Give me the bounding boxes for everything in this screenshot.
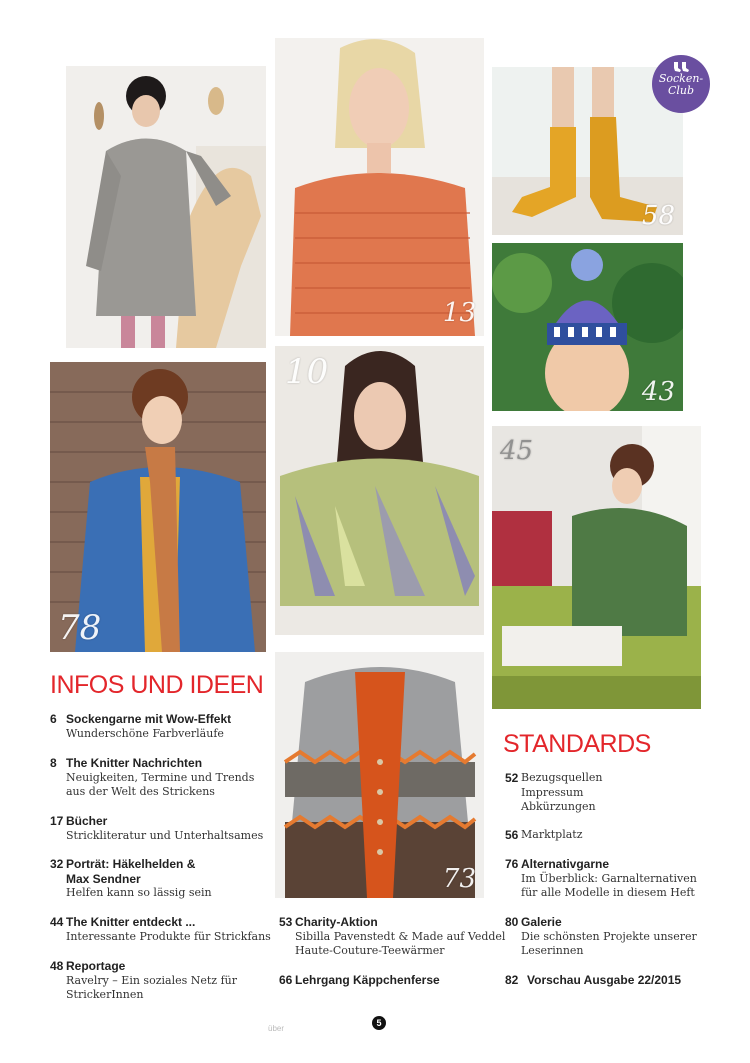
photo-child-cardigan [66, 66, 266, 348]
entry-sub: Impressum [521, 785, 584, 799]
cardigan-illustration [275, 652, 484, 898]
entry-page: 8 [50, 756, 57, 770]
section-title-infos: INFOS UND IDEEN [50, 671, 264, 699]
entry-sub: Haute-Couture-Teewärmer [295, 944, 445, 957]
entry-sub: Ravelry – Ein soziales Netz für [66, 973, 237, 987]
entry-page: 53 [279, 915, 293, 929]
entry-page: 66 [279, 973, 293, 987]
entry-sub: Marktplatz [521, 828, 583, 841]
toc-entry[interactable] [505, 915, 697, 959]
photo-orange-lace-sweater [275, 38, 484, 336]
entry-page: 48 [50, 959, 64, 973]
entry-sub: für alle Modelle in diesem Heft [521, 886, 695, 899]
photo-kimono-scarf [50, 362, 266, 652]
badge-line-2: Club [667, 84, 695, 97]
toc-entry[interactable] [50, 915, 271, 944]
entry-sub: Leserinnen [521, 944, 584, 957]
toc-entry[interactable] [279, 915, 505, 959]
toc-entry[interactable] [50, 712, 231, 741]
section-title-standards: STANDARDS [503, 730, 651, 758]
entry-title: Porträt: Häkelhelden & [66, 857, 196, 871]
entry-title: Galerie [521, 915, 562, 929]
photo-green-sweater [492, 426, 701, 709]
entry-page: 32 [50, 857, 64, 871]
entry-sub: Sibilla Pavenstedt & Made auf Veddel [295, 929, 506, 943]
entry-sub: Interessante Produkte für Strickfans [66, 929, 271, 943]
orange-sweater-illustration [275, 38, 484, 336]
entry-sub: Helfen kann so lässig sein [66, 886, 212, 899]
toc-entry[interactable] [50, 857, 212, 901]
socken-club-badge [652, 55, 710, 113]
toc-entry[interactable] [279, 973, 440, 988]
photo-striped-hat [492, 243, 683, 411]
page-number: 5 [372, 1016, 386, 1030]
entry-title: Charity-Aktion [295, 915, 378, 929]
photo-page-number: 78 [58, 608, 102, 648]
entry-title: The Knitter Nachrichten [66, 756, 203, 770]
photo-page-number: 58 [641, 201, 675, 231]
entry-page: 6 [50, 712, 57, 726]
entry-page: 56 [505, 828, 519, 842]
photo-page-number: 13 [442, 298, 476, 328]
photo-zigzag-cardigan [275, 652, 484, 898]
entry-title: Vorschau Ausgabe 22/2015 [527, 973, 682, 987]
child-cardigan-illustration [66, 66, 266, 348]
entry-sub: StrickerInnen [66, 988, 144, 1001]
entry-page: 17 [50, 814, 64, 828]
entry-title: Alternativgarne [521, 857, 610, 871]
toc-entry[interactable] [505, 771, 602, 815]
entry-title-line2: Max Sendner [66, 871, 141, 886]
entry-sub: Bezugsquellen [521, 771, 603, 784]
entry-page: 82 [505, 973, 519, 987]
entry-title: Bücher [66, 814, 108, 828]
toc-entry[interactable] [50, 959, 237, 1003]
entry-page: 80 [505, 915, 519, 929]
entry-page: 52 [505, 771, 519, 785]
entry-sub: Die schönsten Projekte unserer [521, 929, 697, 943]
entry-sub: Im Überblick: Garnalternativen [521, 871, 697, 885]
toc-entry[interactable] [50, 756, 254, 800]
photo-page-number: 73 [442, 864, 476, 894]
toc-entry[interactable] [505, 857, 697, 901]
toc-entry[interactable] [505, 828, 583, 843]
entry-title: Lehrgang Käppchenferse [295, 973, 440, 987]
entry-title: Reportage [66, 959, 126, 973]
entry-page: 44 [50, 915, 64, 929]
photo-page-number: 43 [641, 377, 675, 407]
entry-title: The Knitter entdeckt ... [66, 915, 196, 929]
entry-sub: Strickliteratur und Unterhaltsames [66, 828, 264, 842]
entry-sub: Wunderschöne Farbverläufe [66, 726, 224, 740]
entry-sub: Abkürzungen [521, 800, 596, 813]
photo-page-number: 10 [285, 352, 329, 392]
photo-page-number: 45 [500, 436, 534, 466]
photo-shawl-poncho [275, 346, 484, 635]
toc-entry[interactable] [50, 814, 263, 843]
green-sweater-illustration [492, 426, 701, 709]
entry-title: Sockengarne mit Wow-Effekt [66, 712, 232, 726]
toc-entry[interactable] [505, 973, 681, 988]
entry-sub: aus der Welt des Strickens [66, 785, 215, 798]
entry-page: 76 [505, 857, 519, 871]
badge-line-1: Socken- [658, 72, 704, 85]
entry-sub: Neuigkeiten, Termine und Trends [66, 770, 255, 784]
footer-word: über [268, 1024, 285, 1033]
